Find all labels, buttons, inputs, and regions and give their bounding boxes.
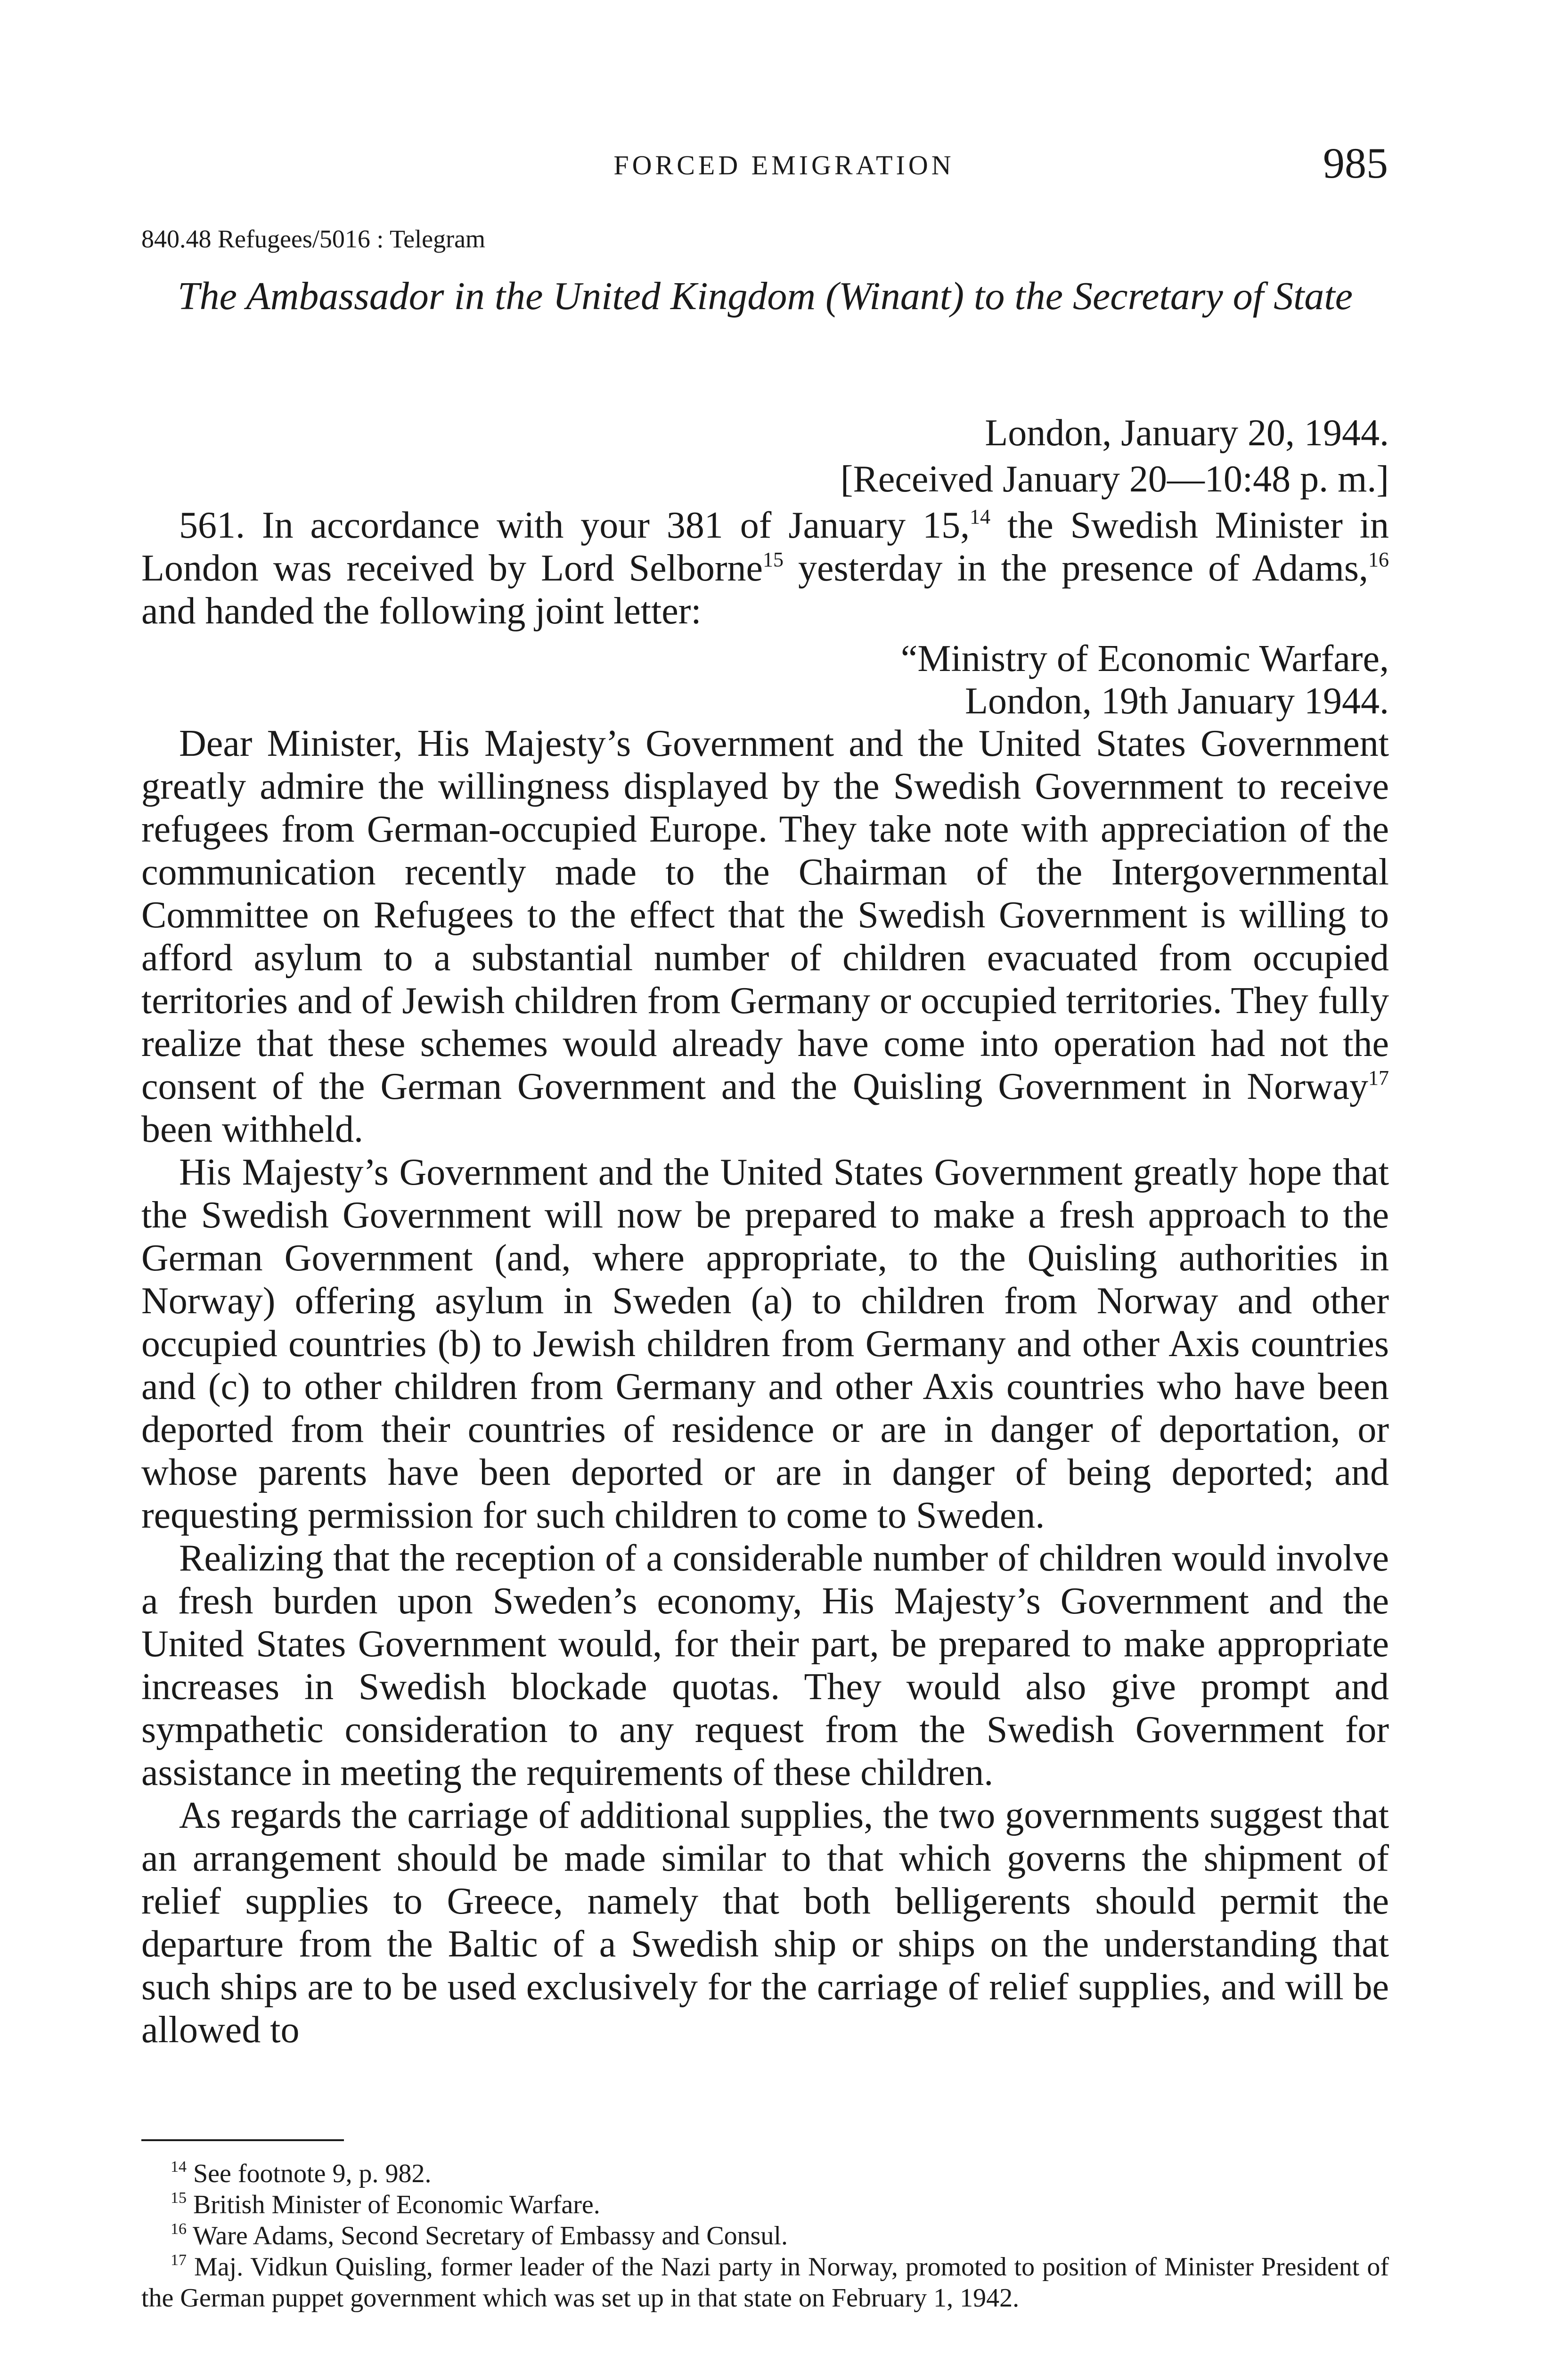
letter-paragraph-4: As regards the carriage of additional supplies, the two governments suggest that an arrangement should be made similar to that which governs the shipment of relief supplies to Greece, namely that both belligerents should permit the departure from the Baltic of a Swedish ship or ships on the understanding that such ships are to be used exclusively for the carriage of relief supplies, and will be allowed to — [141, 1795, 1389, 2051]
intro-text-a: 561. In accordance with your 381 of January 15, — [179, 505, 970, 546]
footnote-ref-16: 16 — [1368, 548, 1389, 571]
footnote-number: 16 — [171, 2220, 187, 2238]
paragraph-1-text-b: been withheld. — [141, 1109, 363, 1150]
dateline-block — [141, 410, 1389, 502]
addressee-heading: The Ambassador in the United Kingdom (Winant) to the Secretary of State — [177, 274, 1353, 318]
footnote-16 — [141, 2220, 1389, 2251]
letter-address-line-2: London, 19th January 1944. — [965, 680, 1389, 722]
footnote-ref-15: 15 — [762, 548, 784, 571]
file-reference: 840.48 Refugees/5016 : Telegram — [141, 225, 486, 253]
letter-address — [141, 638, 1389, 722]
footnote-15 — [141, 2189, 1389, 2220]
intro-text-b: the Swedish Minister in London was received by Lord Selborne — [141, 505, 1389, 589]
running-title: FORCED EMIGRATION — [613, 150, 955, 180]
footnote-text: Ware Adams, Second Secretary of Embassy and Consul. — [187, 2221, 788, 2250]
letter-paragraph-3: Realizing that the reception of a considerable number of children would involve a fresh burden upon Sweden’s economy, His Majesty’s Government and the United States Government would, for their part, be prepared to make appropriate increases in Swedish blockade quotas. They would also give prompt and sympathetic consideration to any request from the Swedish Government for assistance in meeting the requirements of these children. — [141, 1538, 1389, 1793]
footnote-text: British Minister of Economic Warfare. — [187, 2190, 600, 2219]
footnote-ref-14: 14 — [970, 505, 991, 528]
footnote-17 — [141, 2251, 1389, 2314]
footnote-number: 14 — [171, 2158, 187, 2176]
dateline: London, January 20, 1944. — [985, 412, 1389, 454]
footnote-14 — [141, 2158, 1389, 2189]
footnote-ref-17: 17 — [1368, 1066, 1389, 1089]
footnotes — [141, 2158, 1389, 2314]
letter-paragraph-2: His Majesty’s Government and the United States Government greatly hope that the Swedish Government will now be prepared to make a fresh approach to the German Government (and, where appropriate, to the Quisling authorities in Norway) offering asylum in Sweden (a) to children from Norway and other occupied countries (b) to Jewish children from Germany and other Axis countries and (c) to other children from Germany and other Axis countries who have been deported from their countries of residence or are in danger of deportation, or whose parents have been deported or are in danger of being deported; and requesting permission for such children to come to Sweden. — [141, 1152, 1389, 1536]
footnote-text: Maj. Vidkun Quisling, former leader of the Nazi party in Norway, promoted to position of Minister President of the German puppet government which was set up in that state on February 1, 1942. — [141, 2252, 1389, 2313]
intro-text-d: and handed the following joint letter: — [141, 590, 702, 632]
footnote-text: See footnote 9, p. 982. — [187, 2159, 432, 2188]
intro-paragraph — [141, 504, 1389, 633]
letter-address-line-1: “Ministry of Economic Warfare, — [900, 638, 1389, 679]
footnote-number: 17 — [171, 2251, 187, 2269]
paragraph-1-text-a: Dear Minister, His Majesty’s Government and the United States Government greatly admire the willingness displayed by the Swedish Government to receive refugees from German-occupied Europe. They take note with appreciation of the communication recently made to the Chairman of the Intergovernmental Committee on Refugees to the effect that the Swedish Government is willing to afford asylum to a substantial number of children evacuated from occupied territories and of Jewish children from Germany or occupied territories. They fully realize that these schemes would already have come into operation had not the consent of the German Government and the Quisling Government in Norway — [141, 723, 1389, 1107]
page-number: 985 — [1323, 139, 1388, 187]
footnote-number: 15 — [171, 2189, 187, 2207]
received-line: [Received January 20—10:48 p. m.] — [840, 458, 1389, 500]
footnote-divider — [141, 2139, 344, 2141]
telegram-body — [141, 504, 1389, 2052]
intro-text-c: yesterday in the presence of Adams, — [783, 548, 1369, 589]
letter-paragraph-1 — [141, 722, 1389, 1151]
